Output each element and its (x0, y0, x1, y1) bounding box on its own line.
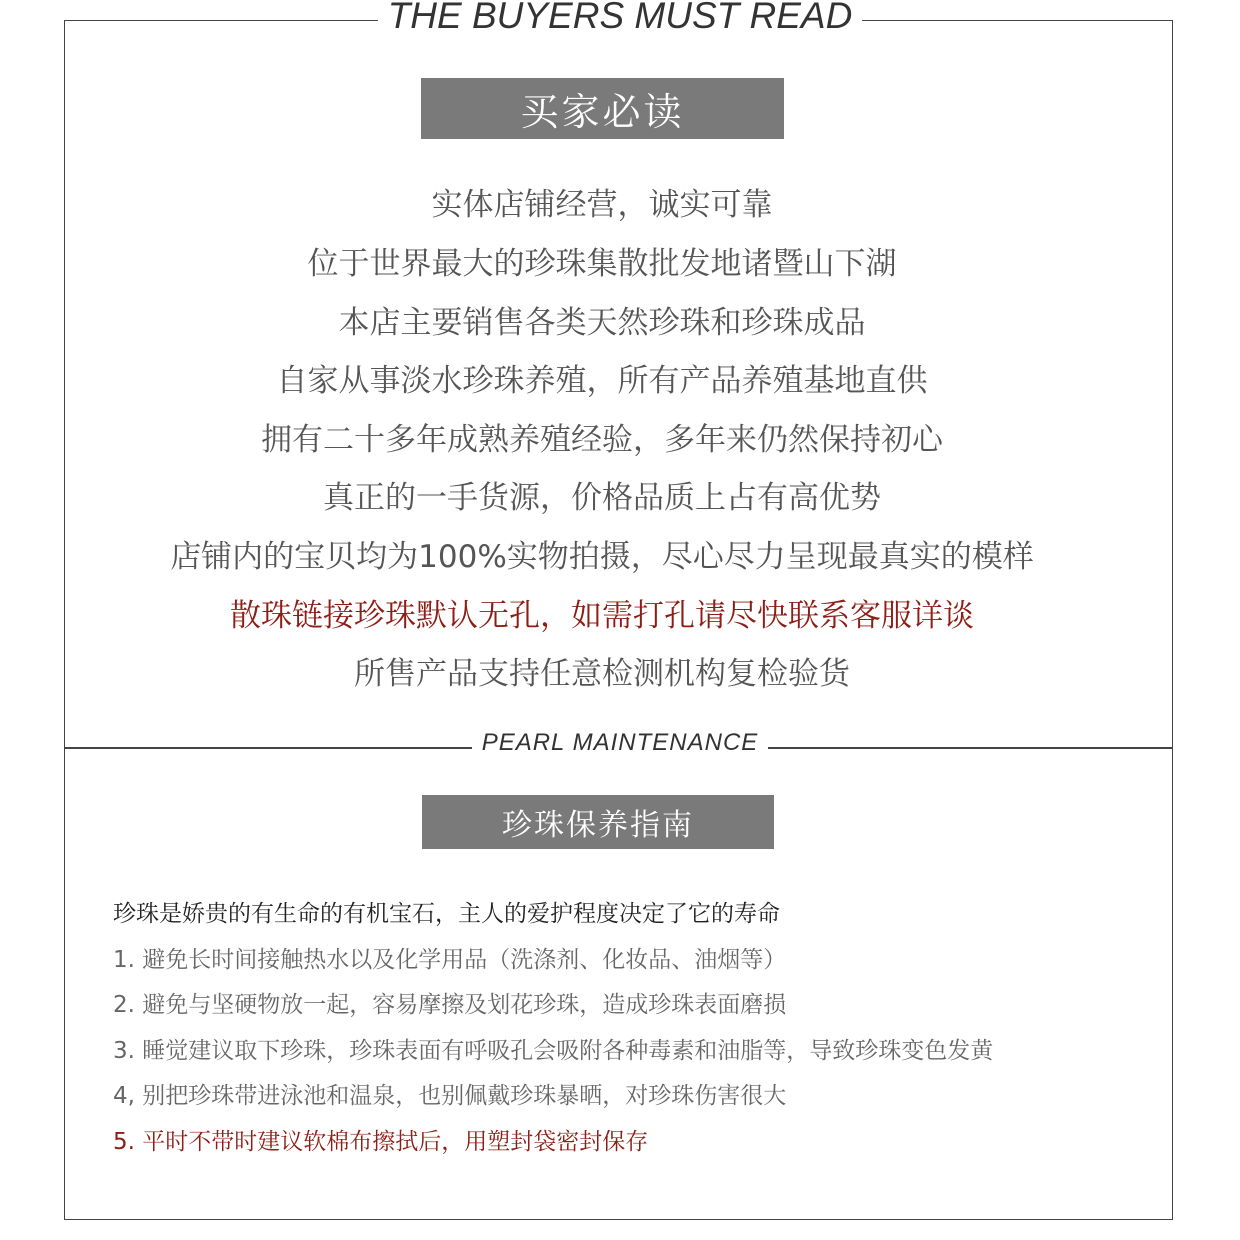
notice-line: 真正的一手货源，价格品质上占有高优势 (323, 480, 881, 516)
notice-line: 自家从事淡水珍珠养殖，所有产品养殖基地直供 (276, 363, 928, 399)
maintenance-banner: 珍珠保养指南 (422, 795, 774, 849)
buyers-notice-banner: 买家必读 (421, 78, 784, 139)
notice-line: 所售产品支持任意检测机构复检验货 (354, 656, 850, 692)
buyers-notice-english-title: THE BUYERS MUST READ (0, 0, 1240, 38)
notice-line: 位于世界最大的珍珠集散批发地诸暨山下湖 (307, 246, 897, 282)
notice-line: 拥有二十多年成熟养殖经验，多年来仍然保持初心 (261, 422, 943, 458)
maintenance-tip: 2. 避免与坚硬物放一起，容易摩擦及划花珍珠，造成珍珠表面磨损 (113, 992, 787, 1018)
maintenance-intro: 珍珠是娇贵的有生命的有机宝石，主人的爱护程度决定了它的寿命 (113, 901, 780, 927)
maintenance-tip: 4, 别把珍珠带进泳池和温泉，也别佩戴珍珠暴晒，对珍珠伤害很大 (113, 1083, 787, 1109)
notice-line-highlight: 散珠链接珍珠默认无孔，如需打孔请尽快联系客服详谈 (230, 598, 974, 634)
notice-line: 店铺内的宝贝均为100%实物拍摄，尽心尽力呈现最真实的模样 (170, 539, 1034, 575)
notice-line: 本店主要销售各类天然珍珠和珍珠成品 (338, 305, 866, 341)
maintenance-tip: 3. 睡觉建议取下珍珠，珍珠表面有呼吸孔会吸附各种毒素和油脂等，导致珍珠变色发黄 (113, 1038, 994, 1064)
maintenance-english-title: PEARL MAINTENANCE (0, 728, 1240, 758)
maintenance-tip-highlight: 5. 平时不带时建议软棉布擦拭后，用塑封袋密封保存 (113, 1129, 649, 1155)
notice-line: 实体店铺经营，诚实可靠 (431, 187, 773, 223)
maintenance-tip: 1. 避免长时间接触热水以及化学用品（洗涤剂、化妆品、油烟等） (113, 947, 787, 973)
